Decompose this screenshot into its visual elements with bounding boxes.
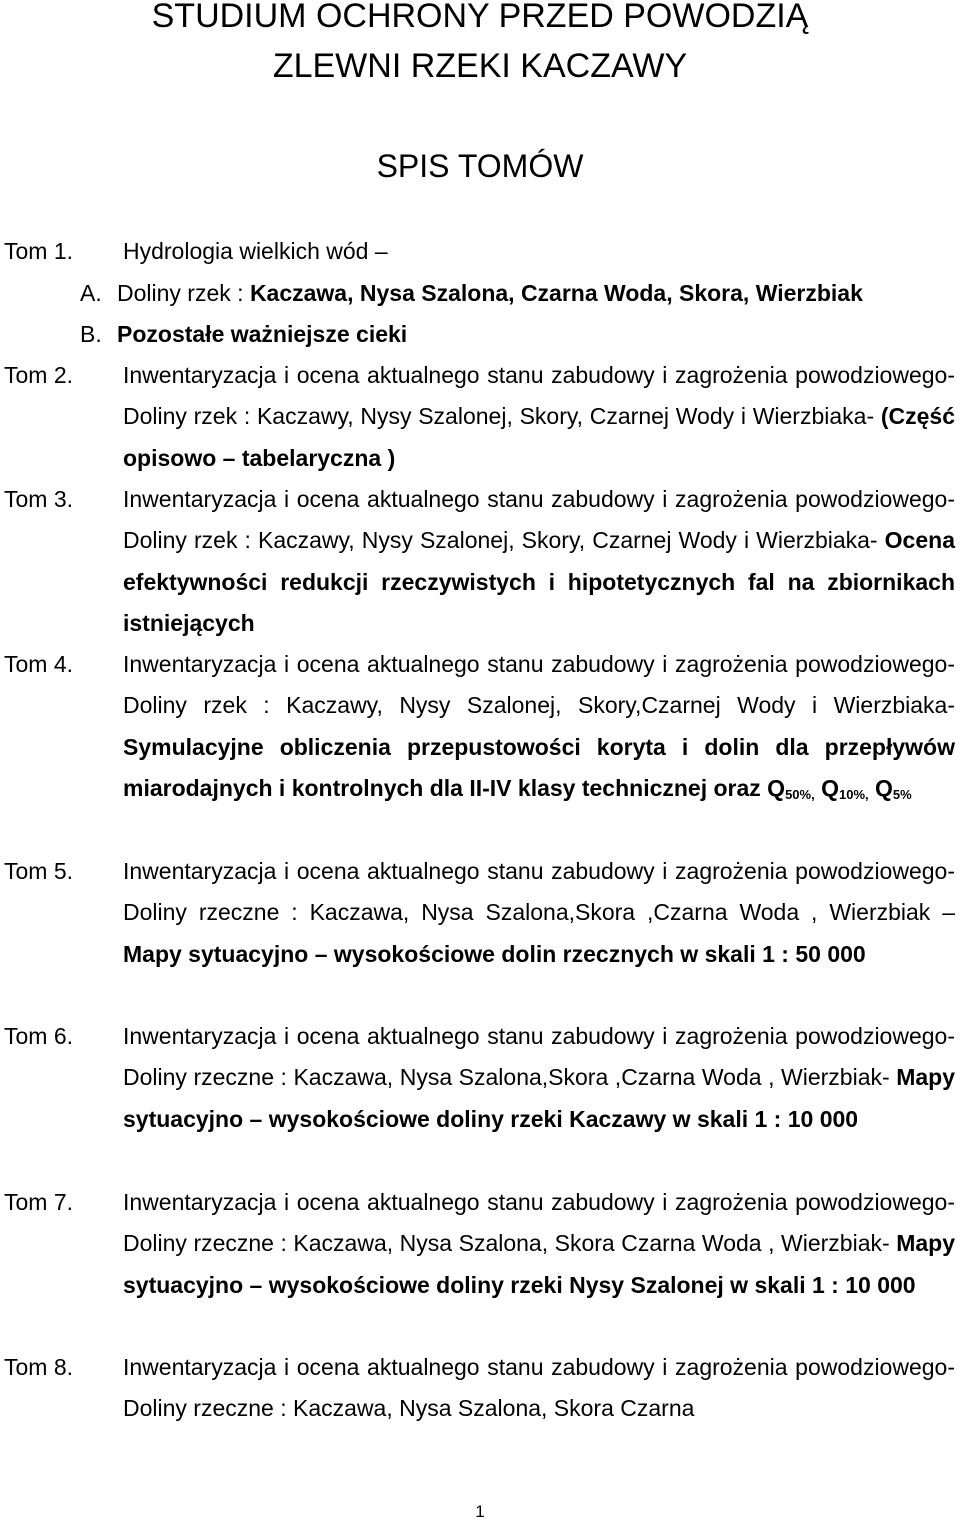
volume-label: Tom 7.	[4, 1189, 74, 1215]
volume-plain-text: Inwentaryzacja i ocena aktualnego stanu zabudowy i zagrożenia powodziowego- Doliny rzeczne : Kaczawa, Nysa Szalona,Skora ,Czarna Woda , Wierzbiak-	[123, 1023, 955, 1091]
flow-subscript-10: 10%,	[839, 786, 869, 802]
volume-plain-text: Inwentaryzacja i ocena aktualnego stanu zabudowy i zagrożenia powodziowego- Doliny rzek : Kaczawy, Nysy Szalonej, Skory, Czarnej Wody i Wierzbiaka-	[123, 362, 955, 430]
volume-bold-text: (Część opisowo – tabelaryczna )	[123, 403, 955, 471]
volume-description	[123, 479, 955, 644]
flow-symbol: Q	[814, 774, 839, 801]
volume-bold-text: Mapy sytuacyjno – wysokościowe dolin rzecznych w skali 1 : 50 000	[123, 940, 866, 967]
volume-label: Tom 3.	[4, 486, 74, 512]
document-title-line-2: ZLEWNI RZEKI KACZAWY	[272, 47, 688, 85]
volume-description	[123, 355, 955, 479]
volume-label: Tom 1.	[4, 238, 74, 264]
item-text	[117, 273, 863, 314]
volume-description	[123, 1182, 955, 1306]
volume-label: Tom 6.	[4, 1023, 74, 1049]
flow-subscript-50: 50%,	[785, 786, 815, 802]
volume-description	[123, 1347, 955, 1430]
volume-plain-text: Inwentaryzacja i ocena aktualnego stanu zabudowy i zagrożenia powodziowego- Doliny rzek : Kaczawy, Nysy Szalonej, Skory,Czarnej Wody i Wierzbiaka-	[123, 651, 955, 719]
volume-label: Tom 2.	[4, 362, 74, 388]
document-title-line-1: STUDIUM OCHRONY PRZED POWODZIĄ	[151, 0, 809, 35]
volume-bold-text	[123, 734, 955, 801]
volume-description	[123, 1016, 955, 1140]
volume-label: Tom 8.	[4, 1354, 74, 1380]
item-letter: A.	[80, 280, 102, 306]
volume-description	[123, 644, 955, 809]
volume-description	[123, 851, 955, 975]
volume-bold-text: Ocena efektywności redukcji rzeczywistych i hipotetycznych fal na zbiornikach istniejących	[123, 527, 955, 636]
page-number: 1	[475, 1502, 485, 1521]
volume-text: Hydrologia wielkich wód –	[123, 238, 388, 264]
volume-plain-text: Inwentaryzacja i ocena aktualnego stanu zabudowy i zagrożenia powodziowego- Doliny rzek : Kaczawy, Nysy Szalonej, Skory, Czarnej Wody i Wierzbiaka-	[123, 486, 955, 554]
volume-label: Tom 4.	[4, 651, 74, 677]
flow-subscript-5: 5%	[892, 786, 912, 802]
volume-plain-text: Inwentaryzacja i ocena aktualnego stanu zabudowy i zagrożenia powodziowego- Doliny rzeczne : Kaczawa, Nysa Szalona, Skora Czarna Woda , Wierzbiak-	[123, 1189, 955, 1257]
volume-bold-text: Mapy sytuacyjno – wysokościowe doliny rzeki Nysy Szalonej w skali 1 : 10 000	[123, 1230, 955, 1298]
item-bold-text: Kaczawa, Nysa Szalona, Czarna Woda, Skora, Wierzbiak	[249, 280, 863, 306]
flow-symbol: Q	[868, 774, 893, 801]
volume-plain-text: Inwentaryzacja i ocena aktualnego stanu zabudowy i zagrożenia powodziowego- Doliny rzeczne : Kaczawa, Nysa Szalona, Skora Czarna	[123, 1354, 955, 1422]
item-text	[117, 314, 407, 355]
item-letter: B.	[80, 321, 102, 347]
item-bold-text: Pozostałe ważniejsze cieki	[117, 321, 408, 347]
volume-bold-text: Mapy sytuacyjno – wysokościowe doliny rzeki Kaczawy w skali 1 : 10 000	[123, 1064, 955, 1132]
volume-label: Tom 5.	[4, 858, 74, 884]
section-heading: SPIS TOMÓW	[376, 148, 584, 184]
item-plain-text: Doliny rzek :	[117, 280, 250, 306]
volume-bold-main: Symulacyjne obliczenia przepustowości koryta i dolin dla przepływów miarodajnych i kontrolnych dla II-IV klasy technicznej oraz Q	[123, 733, 955, 801]
volume-plain-text: Inwentaryzacja i ocena aktualnego stanu zabudowy i zagrożenia powodziowego- Doliny rzeczne : Kaczawa, Nysa Szalona,Skora ,Czarna Woda , Wierzbiak –	[123, 858, 955, 926]
